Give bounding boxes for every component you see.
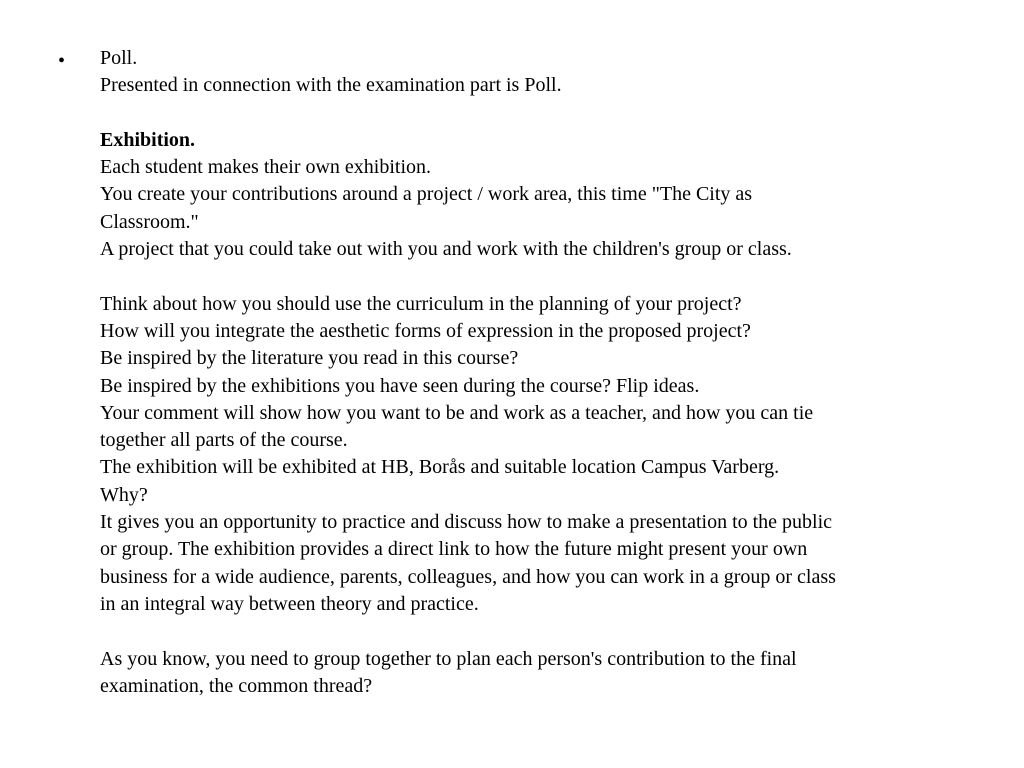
bullet-marker: • (58, 50, 66, 72)
text-line: together all parts of the course. (100, 429, 348, 452)
text-line: in an integral way between theory and practice. (100, 592, 479, 615)
text-line: business for a wide audience, parents, colleagues, and how you can work in a group or class (100, 565, 836, 588)
text-line: Poll. (100, 47, 138, 69)
text-line: You create your contributions around a project / work area, this time "The City as (100, 183, 753, 206)
text-line: Think about how you should use the curriculum in the planning of your project? (100, 292, 742, 315)
text-line: Classroom." (100, 210, 199, 233)
text-line: examination, the common thread? (100, 674, 373, 697)
blank-line (100, 618, 950, 645)
text-line: The exhibition will be exhibited at HB, Borås and suitable location Campus Varberg. (100, 456, 780, 479)
text-line: Your comment will show how you want to be and work as a teacher, and how you can tie (100, 401, 814, 424)
text-line: or group. The exhibition provides a direct link to how the future might present your own (100, 538, 808, 561)
text-line: Why? (100, 483, 148, 506)
slide-body-text (100, 45, 950, 700)
text-line: A project that you could take out with you and work with the children's group or class. (100, 238, 792, 261)
text-line: Presented in connection with the examination part is Poll. (100, 74, 562, 97)
blank-line (100, 100, 950, 127)
section-heading: Exhibition. (100, 128, 196, 151)
text-line: Be inspired by the literature you read in this course? (100, 347, 519, 370)
text-line: Be inspired by the exhibitions you have seen during the course? Flip ideas. (100, 374, 700, 397)
blank-line (100, 263, 950, 290)
text-line: As you know, you need to group together to plan each person's contribution to the final (100, 647, 797, 670)
text-line: Each student makes their own exhibition. (100, 156, 432, 179)
text-line: How will you integrate the aesthetic forms of expression in the proposed project? (100, 319, 751, 342)
text-line: It gives you an opportunity to practice and discuss how to make a presentation to the public (100, 511, 833, 534)
